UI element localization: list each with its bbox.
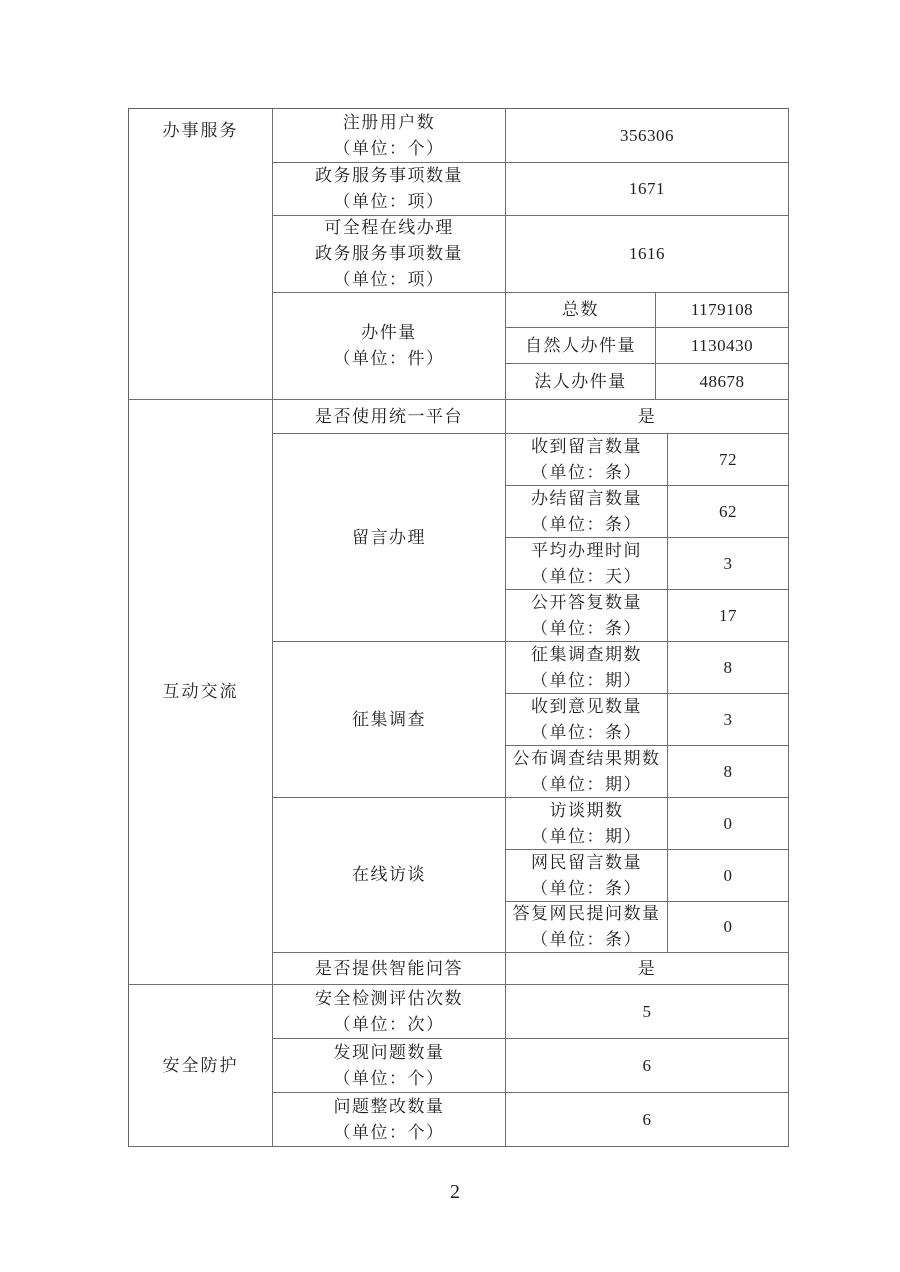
category-cell-service	[129, 109, 273, 400]
value-text: 1671	[629, 179, 665, 198]
value-text: 62	[719, 501, 737, 521]
sub-unit: （单位：期）	[531, 826, 642, 846]
sub-label-cell	[506, 538, 668, 590]
item-label: 是否提供智能问答	[315, 958, 463, 978]
sub-label-cell	[506, 694, 668, 746]
report-table	[128, 108, 789, 1147]
sub-label-cell	[506, 642, 668, 694]
sub-unit: （单位：条）	[531, 930, 642, 949]
value-cell	[506, 109, 789, 163]
value-text: 5	[642, 1001, 652, 1021]
sub-label-cell	[506, 434, 668, 486]
item-label: 安全检测评估次数	[315, 988, 463, 1008]
item-label: 注册用户数	[342, 112, 436, 132]
value-cell	[656, 293, 789, 328]
sub-label-cell	[506, 486, 668, 538]
value-text: 是	[637, 958, 657, 978]
item-label-line2: 政务服务事项数量	[315, 244, 463, 263]
sub-label: 办结留言数量	[531, 488, 642, 508]
sub-unit: （单位：条）	[531, 462, 642, 482]
value-cell	[668, 850, 789, 902]
value-cell	[506, 953, 789, 985]
sub-label: 法人办件量	[534, 371, 627, 391]
item-unit: （单位：项）	[333, 270, 445, 289]
value-text: 是	[637, 406, 657, 426]
value-cell	[506, 163, 789, 216]
value-cell	[668, 694, 789, 746]
sub-label: 征集调查期数	[531, 644, 642, 664]
item-label: 留言办理	[352, 527, 426, 547]
item-label: 办件量	[361, 323, 417, 342]
item-label: 政务服务事项数量	[315, 166, 463, 185]
value-cell	[668, 486, 789, 538]
value-text: 3	[723, 553, 733, 573]
item-label: 是否使用统一平台	[315, 406, 463, 426]
value-cell	[668, 434, 789, 486]
value-cell	[506, 216, 789, 293]
sub-label: 答复网民提问数量	[512, 904, 661, 923]
item-cell-online-interview	[273, 798, 506, 953]
item-label: 问题整改数量	[333, 1096, 445, 1116]
page-number: 2	[450, 1181, 460, 1203]
sub-label: 平均办理时间	[531, 540, 642, 560]
sub-unit: （单位：条）	[531, 722, 642, 742]
value-text: 8	[723, 761, 733, 781]
sub-label: 公开答复数量	[531, 592, 642, 612]
item-cell-registered-users	[273, 109, 506, 163]
sub-unit: （单位：期）	[531, 774, 642, 794]
item-cell-survey	[273, 642, 506, 798]
category-cell-interaction	[129, 400, 273, 985]
item-label: 征集调查	[352, 709, 426, 729]
value-text: 8	[723, 657, 733, 677]
sub-label: 访谈期数	[549, 800, 624, 820]
sub-unit: （单位：天）	[531, 566, 642, 586]
value-text: 356306	[620, 125, 674, 145]
item-label: 在线访谈	[352, 865, 426, 884]
value-text: 1616	[629, 244, 665, 263]
sub-label-cell	[506, 364, 656, 400]
sub-label-cell	[506, 590, 668, 642]
sub-label-cell	[506, 798, 668, 850]
sub-label-cell	[506, 850, 668, 902]
value-cell	[506, 1093, 789, 1147]
value-cell	[668, 902, 789, 953]
category-label: 安全防护	[162, 1055, 239, 1075]
item-cell-case-volume	[273, 293, 506, 400]
value-text: 0	[723, 865, 733, 885]
sub-unit: （单位：期）	[531, 670, 642, 690]
value-text: 48678	[699, 371, 745, 391]
value-cell	[668, 746, 789, 798]
value-text: 6	[642, 1055, 652, 1075]
sub-unit: （单位：条）	[531, 514, 642, 534]
item-label: 可全程在线办理	[324, 218, 454, 237]
value-text: 1130430	[690, 335, 754, 355]
value-cell	[668, 642, 789, 694]
value-cell	[506, 985, 789, 1039]
item-unit: （单位：个）	[333, 138, 445, 158]
item-cell-unified-platform	[273, 400, 506, 434]
value-cell	[668, 538, 789, 590]
item-unit: （单位：件）	[333, 349, 445, 368]
sub-label: 收到留言数量	[531, 436, 642, 456]
value-cell	[506, 400, 789, 434]
sub-unit: （单位：条）	[531, 618, 642, 638]
value-text: 3	[723, 709, 733, 729]
sub-label-cell	[506, 293, 656, 328]
sub-label: 收到意见数量	[531, 696, 642, 716]
sub-label-cell	[506, 902, 668, 953]
item-cell-message-handling	[273, 434, 506, 642]
value-text: 72	[719, 449, 737, 469]
category-cell-security	[129, 985, 273, 1147]
item-cell-security-checks	[273, 985, 506, 1039]
item-unit: （单位：个）	[333, 1122, 445, 1142]
category-label: 互动交流	[162, 682, 239, 701]
sub-label: 自然人办件量	[525, 335, 636, 355]
value-cell	[656, 328, 789, 364]
value-text: 6	[642, 1109, 652, 1129]
item-cell-problems-found	[273, 1039, 506, 1093]
value-text: 0	[723, 917, 733, 936]
value-cell	[668, 798, 789, 850]
sub-label-cell	[506, 328, 656, 364]
value-cell	[656, 364, 789, 400]
category-label: 办事服务	[162, 121, 239, 140]
sub-label: 公布调查结果期数	[512, 748, 661, 768]
sub-label: 总数	[562, 300, 599, 319]
item-unit: （单位：项）	[333, 192, 445, 211]
item-unit: （单位：个）	[333, 1068, 445, 1088]
value-cell	[506, 1039, 789, 1093]
sub-label: 网民留言数量	[531, 852, 642, 872]
item-cell-problems-fixed	[273, 1093, 506, 1147]
sub-label-cell	[506, 746, 668, 798]
item-label: 发现问题数量	[333, 1042, 445, 1062]
item-unit: （单位：次）	[333, 1014, 445, 1034]
value-cell	[668, 590, 789, 642]
value-text: 17	[719, 605, 737, 625]
value-text: 0	[723, 813, 733, 833]
item-cell-smart-qa	[273, 953, 506, 985]
sub-unit: （单位：条）	[531, 878, 642, 898]
value-text: 1179108	[690, 300, 754, 319]
item-cell-online-service-items	[273, 216, 506, 293]
item-cell-service-items	[273, 163, 506, 216]
